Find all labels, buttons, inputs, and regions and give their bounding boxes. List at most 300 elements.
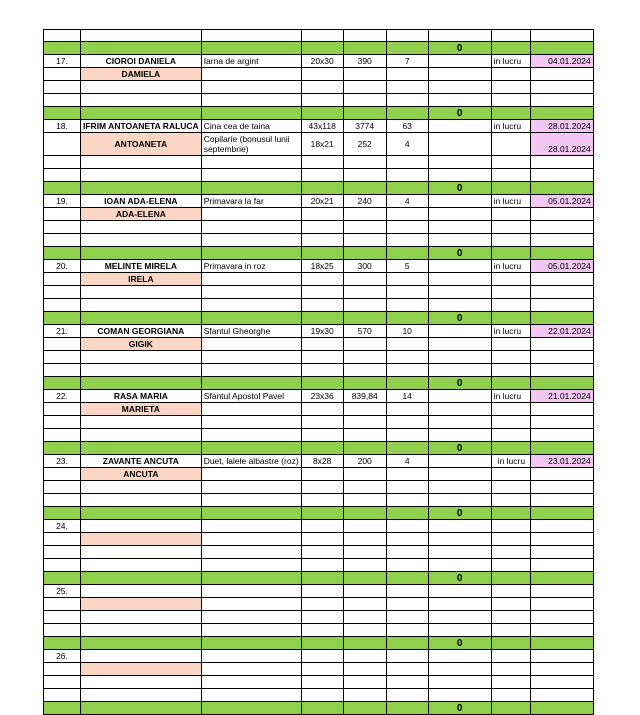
work-value[interactable]: 839,84	[343, 390, 386, 403]
entry-number[interactable]: 20.	[44, 260, 81, 273]
empty-cell[interactable]	[530, 364, 593, 377]
work-title[interactable]: Cina cea de taina	[201, 120, 301, 133]
separator-cell[interactable]	[81, 107, 202, 120]
empty-cell[interactable]	[386, 299, 428, 312]
empty-cell[interactable]	[301, 234, 343, 247]
empty-cell[interactable]	[301, 221, 343, 234]
separator-cell[interactable]	[81, 377, 202, 390]
separator-cell[interactable]	[386, 42, 428, 55]
separator-cell[interactable]	[44, 507, 81, 520]
empty-cell[interactable]	[301, 624, 343, 637]
empty-cell[interactable]	[81, 299, 202, 312]
work-status[interactable]	[491, 133, 530, 156]
blank-cell[interactable]	[428, 338, 491, 351]
empty-cell[interactable]	[301, 156, 343, 169]
empty-cell[interactable]	[491, 169, 530, 182]
work-count[interactable]: 4	[386, 133, 428, 156]
work-size[interactable]	[301, 650, 343, 663]
empty-cell[interactable]	[428, 416, 491, 429]
work-size[interactable]	[301, 68, 343, 81]
empty-cell[interactable]	[343, 299, 386, 312]
deadline-date[interactable]	[530, 520, 593, 533]
separator-cell[interactable]	[491, 637, 530, 650]
work-title[interactable]	[201, 650, 301, 663]
separator-total[interactable]: 0	[428, 637, 491, 650]
empty-cell[interactable]	[201, 676, 301, 689]
empty-cell[interactable]	[491, 30, 530, 42]
work-title[interactable]	[201, 533, 301, 546]
separator-cell[interactable]	[386, 702, 428, 715]
separator-cell[interactable]	[44, 247, 81, 260]
empty-cell[interactable]	[81, 156, 202, 169]
empty-cell[interactable]	[81, 611, 202, 624]
empty-cell[interactable]	[44, 416, 81, 429]
work-size[interactable]	[301, 468, 343, 481]
work-value[interactable]: 200	[343, 455, 386, 468]
empty-cell[interactable]	[530, 94, 593, 107]
blank-cell[interactable]	[428, 208, 491, 221]
separator-cell[interactable]	[201, 247, 301, 260]
separator-cell[interactable]	[44, 702, 81, 715]
work-size[interactable]	[301, 585, 343, 598]
empty-cell[interactable]	[343, 416, 386, 429]
work-count[interactable]	[386, 598, 428, 611]
blank-cell[interactable]	[428, 468, 491, 481]
work-title[interactable]	[201, 68, 301, 81]
empty-cell[interactable]	[44, 234, 81, 247]
empty-cell[interactable]	[386, 546, 428, 559]
empty-cell[interactable]	[530, 611, 593, 624]
empty-cell[interactable]	[201, 481, 301, 494]
separator-cell[interactable]	[491, 312, 530, 325]
participant-nickname[interactable]: GIGIK	[81, 338, 202, 351]
participant-name[interactable]	[81, 585, 202, 598]
empty-cell[interactable]	[301, 286, 343, 299]
empty-cell[interactable]	[428, 81, 491, 94]
empty-cell[interactable]	[343, 494, 386, 507]
work-size[interactable]: 8x28	[301, 455, 343, 468]
empty-cell[interactable]	[530, 429, 593, 442]
deadline-date[interactable]	[530, 663, 593, 676]
separator-cell[interactable]	[530, 572, 593, 585]
empty-cell[interactable]	[491, 81, 530, 94]
deadline-date[interactable]	[530, 273, 593, 286]
separator-cell[interactable]	[343, 572, 386, 585]
separator-cell[interactable]	[301, 312, 343, 325]
separator-cell[interactable]	[386, 442, 428, 455]
empty-cell[interactable]	[301, 546, 343, 559]
empty-cell[interactable]	[44, 156, 81, 169]
separator-cell[interactable]	[491, 182, 530, 195]
participant-name[interactable]	[81, 520, 202, 533]
separator-cell[interactable]	[81, 702, 202, 715]
empty-cell[interactable]	[201, 624, 301, 637]
separator-cell[interactable]	[301, 182, 343, 195]
empty-cell[interactable]	[44, 559, 81, 572]
empty-cell[interactable]	[301, 364, 343, 377]
empty-cell[interactable]	[44, 30, 81, 42]
participant-name[interactable]: COMAN GEORGIANA	[81, 325, 202, 338]
work-status[interactable]: in lucru	[491, 120, 530, 133]
work-title[interactable]	[201, 403, 301, 416]
empty-cell[interactable]	[201, 286, 301, 299]
separator-cell[interactable]	[343, 702, 386, 715]
work-size[interactable]	[301, 533, 343, 546]
empty-cell[interactable]	[201, 234, 301, 247]
work-title[interactable]	[201, 598, 301, 611]
empty-cell[interactable]	[491, 299, 530, 312]
work-value[interactable]	[343, 585, 386, 598]
empty-cell[interactable]	[44, 94, 81, 107]
separator-cell[interactable]	[44, 312, 81, 325]
separator-cell[interactable]	[81, 507, 202, 520]
participant-name[interactable]: IFRIM ANTOANETA RALUCA	[81, 120, 202, 133]
empty-cell[interactable]	[81, 416, 202, 429]
empty-cell[interactable]	[301, 559, 343, 572]
work-title[interactable]	[201, 208, 301, 221]
empty-cell[interactable]	[491, 234, 530, 247]
empty-cell[interactable]	[491, 94, 530, 107]
empty-cell[interactable]	[386, 234, 428, 247]
work-title[interactable]	[201, 468, 301, 481]
work-status[interactable]: in lucru	[491, 325, 530, 338]
empty-cell[interactable]	[428, 299, 491, 312]
empty-cell[interactable]	[44, 364, 81, 377]
separator-total[interactable]: 0	[428, 377, 491, 390]
work-count[interactable]	[386, 585, 428, 598]
separator-cell[interactable]	[81, 312, 202, 325]
blank-cell[interactable]	[428, 650, 491, 663]
work-value[interactable]	[343, 533, 386, 546]
work-status[interactable]: in lucru	[491, 260, 530, 273]
work-count[interactable]	[386, 650, 428, 663]
separator-cell[interactable]	[530, 637, 593, 650]
participant-nickname[interactable]: DAMIELA	[81, 68, 202, 81]
deadline-date[interactable]	[530, 403, 593, 416]
participant-nickname[interactable]: ANCUTA	[81, 468, 202, 481]
separator-cell[interactable]	[81, 442, 202, 455]
separator-total[interactable]: 0	[428, 182, 491, 195]
separator-cell[interactable]	[343, 42, 386, 55]
work-size[interactable]	[301, 663, 343, 676]
work-value[interactable]: 390	[343, 55, 386, 68]
empty-cell[interactable]	[44, 81, 81, 94]
work-count[interactable]	[386, 273, 428, 286]
work-title[interactable]	[201, 273, 301, 286]
empty-cell[interactable]	[81, 676, 202, 689]
work-value[interactable]: 252	[343, 133, 386, 156]
empty-cell[interactable]	[530, 559, 593, 572]
separator-cell[interactable]	[81, 182, 202, 195]
empty-cell[interactable]	[81, 351, 202, 364]
work-status[interactable]: in lucru	[491, 455, 530, 468]
work-title[interactable]: Duet, lalele albastre (roz)	[201, 455, 301, 468]
blank-cell[interactable]	[428, 120, 491, 133]
empty-cell[interactable]	[428, 611, 491, 624]
empty-cell[interactable]	[301, 676, 343, 689]
empty-cell[interactable]	[301, 429, 343, 442]
empty-cell[interactable]	[491, 494, 530, 507]
empty-cell[interactable]	[386, 169, 428, 182]
empty-cell[interactable]	[491, 429, 530, 442]
deadline-date[interactable]	[530, 68, 593, 81]
work-size[interactable]	[301, 598, 343, 611]
participant-nickname[interactable]: MARIETA	[81, 403, 202, 416]
participant-name[interactable]: CIOROI DANIELA	[81, 55, 202, 68]
work-size[interactable]: 43x118	[301, 120, 343, 133]
empty-cell[interactable]	[201, 364, 301, 377]
entry-number[interactable]: 24.	[44, 520, 81, 533]
separator-cell[interactable]	[530, 247, 593, 260]
work-value[interactable]: 3774	[343, 120, 386, 133]
separator-cell[interactable]	[530, 702, 593, 715]
separator-cell[interactable]	[201, 182, 301, 195]
empty-cell[interactable]	[301, 611, 343, 624]
empty-cell[interactable]	[201, 30, 301, 42]
deadline-date[interactable]: 04.01.2024	[530, 55, 593, 68]
separator-cell[interactable]	[44, 637, 81, 650]
entry-number[interactable]: 18.	[44, 120, 81, 133]
empty-cell[interactable]	[428, 221, 491, 234]
empty-cell[interactable]	[386, 624, 428, 637]
empty-cell[interactable]	[301, 689, 343, 702]
work-size[interactable]	[301, 338, 343, 351]
blank-cell[interactable]	[428, 663, 491, 676]
work-status[interactable]	[491, 468, 530, 481]
deadline-date[interactable]: 21.01.2024	[530, 390, 593, 403]
separator-cell[interactable]	[301, 247, 343, 260]
empty-cell[interactable]	[428, 234, 491, 247]
separator-cell[interactable]	[530, 312, 593, 325]
separator-cell[interactable]	[530, 507, 593, 520]
empty-cell[interactable]	[530, 351, 593, 364]
work-value[interactable]	[343, 273, 386, 286]
work-size[interactable]	[301, 273, 343, 286]
empty-cell[interactable]	[386, 351, 428, 364]
separator-cell[interactable]	[491, 507, 530, 520]
deadline-date[interactable]: 22.01.2024	[530, 325, 593, 338]
empty-cell[interactable]	[428, 364, 491, 377]
work-status[interactable]	[491, 520, 530, 533]
entry-number[interactable]: 21.	[44, 325, 81, 338]
entry-number[interactable]: 23.	[44, 455, 81, 468]
separator-cell[interactable]	[44, 572, 81, 585]
work-title[interactable]	[201, 585, 301, 598]
deadline-date[interactable]	[530, 533, 593, 546]
deadline-date[interactable]: 23.01.2024	[530, 455, 593, 468]
separator-cell[interactable]	[386, 377, 428, 390]
empty-cell[interactable]	[301, 30, 343, 42]
separator-cell[interactable]	[201, 377, 301, 390]
deadline-date[interactable]: 28.01.2024	[530, 133, 593, 156]
empty-cell[interactable]	[201, 156, 301, 169]
separator-cell[interactable]	[201, 442, 301, 455]
separator-cell[interactable]	[386, 572, 428, 585]
empty-cell[interactable]	[44, 624, 81, 637]
separator-cell[interactable]	[301, 702, 343, 715]
participant-nickname[interactable]	[81, 598, 202, 611]
empty-cell[interactable]	[343, 234, 386, 247]
separator-total[interactable]: 0	[428, 107, 491, 120]
work-value[interactable]: 300	[343, 260, 386, 273]
empty-cell[interactable]	[386, 81, 428, 94]
entry-number[interactable]: 22.	[44, 390, 81, 403]
deadline-date[interactable]: 05.01.2024	[530, 195, 593, 208]
work-count[interactable]	[386, 520, 428, 533]
work-status[interactable]	[491, 598, 530, 611]
empty-cell[interactable]	[491, 481, 530, 494]
separator-cell[interactable]	[491, 247, 530, 260]
empty-cell[interactable]	[343, 481, 386, 494]
empty-cell[interactable]	[530, 676, 593, 689]
empty-cell[interactable]	[301, 81, 343, 94]
empty-cell[interactable]	[530, 81, 593, 94]
separator-cell[interactable]	[343, 377, 386, 390]
empty-cell[interactable]	[386, 221, 428, 234]
separator-total[interactable]: 0	[428, 442, 491, 455]
separator-cell[interactable]	[491, 442, 530, 455]
empty-cell[interactable]	[201, 169, 301, 182]
work-title[interactable]: Sfantul Apostol Pavel	[201, 390, 301, 403]
empty-cell[interactable]	[343, 546, 386, 559]
empty-cell[interactable]	[343, 364, 386, 377]
blank-cell[interactable]	[44, 133, 81, 156]
separator-cell[interactable]	[343, 442, 386, 455]
work-status[interactable]	[491, 650, 530, 663]
separator-cell[interactable]	[201, 107, 301, 120]
empty-cell[interactable]	[386, 429, 428, 442]
empty-cell[interactable]	[428, 94, 491, 107]
work-count[interactable]: 7	[386, 55, 428, 68]
work-title[interactable]: Sfantul Gheorghe	[201, 325, 301, 338]
empty-cell[interactable]	[386, 559, 428, 572]
separator-cell[interactable]	[343, 247, 386, 260]
empty-cell[interactable]	[81, 546, 202, 559]
work-title[interactable]: Iarna de argint	[201, 55, 301, 68]
empty-cell[interactable]	[343, 559, 386, 572]
empty-cell[interactable]	[386, 689, 428, 702]
blank-cell[interactable]	[428, 55, 491, 68]
empty-cell[interactable]	[81, 364, 202, 377]
empty-cell[interactable]	[386, 611, 428, 624]
work-size[interactable]: 23x36	[301, 390, 343, 403]
empty-cell[interactable]	[201, 546, 301, 559]
work-status[interactable]: in lucru	[491, 195, 530, 208]
separator-cell[interactable]	[201, 702, 301, 715]
empty-cell[interactable]	[343, 624, 386, 637]
empty-cell[interactable]	[201, 611, 301, 624]
empty-cell[interactable]	[530, 624, 593, 637]
empty-cell[interactable]	[386, 156, 428, 169]
empty-cell[interactable]	[491, 559, 530, 572]
work-count[interactable]: 10	[386, 325, 428, 338]
empty-cell[interactable]	[530, 286, 593, 299]
empty-cell[interactable]	[301, 169, 343, 182]
separator-cell[interactable]	[386, 107, 428, 120]
separator-cell[interactable]	[44, 377, 81, 390]
work-value[interactable]	[343, 663, 386, 676]
work-status[interactable]	[491, 533, 530, 546]
work-size[interactable]: 18x21	[301, 133, 343, 156]
empty-cell[interactable]	[343, 689, 386, 702]
empty-cell[interactable]	[81, 221, 202, 234]
empty-cell[interactable]	[530, 689, 593, 702]
empty-cell[interactable]	[428, 351, 491, 364]
blank-cell[interactable]	[44, 208, 81, 221]
empty-cell[interactable]	[491, 351, 530, 364]
work-status[interactable]	[491, 338, 530, 351]
blank-cell[interactable]	[428, 585, 491, 598]
empty-cell[interactable]	[201, 689, 301, 702]
separator-cell[interactable]	[491, 377, 530, 390]
blank-cell[interactable]	[44, 68, 81, 81]
separator-total[interactable]: 0	[428, 572, 491, 585]
empty-cell[interactable]	[491, 156, 530, 169]
empty-cell[interactable]	[428, 169, 491, 182]
deadline-date[interactable]	[530, 598, 593, 611]
empty-cell[interactable]	[201, 81, 301, 94]
participant-nickname[interactable]	[81, 533, 202, 546]
work-status[interactable]	[491, 273, 530, 286]
empty-cell[interactable]	[81, 169, 202, 182]
work-title[interactable]	[201, 520, 301, 533]
empty-cell[interactable]	[81, 624, 202, 637]
empty-cell[interactable]	[428, 546, 491, 559]
participant-nickname[interactable]	[81, 663, 202, 676]
work-status[interactable]	[491, 403, 530, 416]
entry-number[interactable]: 25.	[44, 585, 81, 598]
separator-cell[interactable]	[386, 507, 428, 520]
empty-cell[interactable]	[343, 30, 386, 42]
work-title[interactable]	[201, 663, 301, 676]
empty-cell[interactable]	[81, 689, 202, 702]
empty-cell[interactable]	[81, 30, 202, 42]
separator-cell[interactable]	[201, 637, 301, 650]
work-value[interactable]	[343, 650, 386, 663]
empty-cell[interactable]	[428, 624, 491, 637]
blank-cell[interactable]	[44, 403, 81, 416]
separator-cell[interactable]	[44, 442, 81, 455]
separator-cell[interactable]	[301, 572, 343, 585]
separator-cell[interactable]	[301, 507, 343, 520]
work-status[interactable]	[491, 585, 530, 598]
blank-cell[interactable]	[44, 338, 81, 351]
separator-total[interactable]: 0	[428, 702, 491, 715]
empty-cell[interactable]	[301, 416, 343, 429]
deadline-date[interactable]: 28.01.2024	[530, 120, 593, 133]
empty-cell[interactable]	[386, 364, 428, 377]
empty-cell[interactable]	[491, 611, 530, 624]
separator-cell[interactable]	[491, 702, 530, 715]
blank-cell[interactable]	[428, 68, 491, 81]
work-value[interactable]: 240	[343, 195, 386, 208]
empty-cell[interactable]	[530, 494, 593, 507]
empty-cell[interactable]	[530, 169, 593, 182]
participant-nickname[interactable]: ANTOANETA	[81, 133, 202, 156]
empty-cell[interactable]	[343, 286, 386, 299]
separator-cell[interactable]	[81, 42, 202, 55]
work-size[interactable]: 20x21	[301, 195, 343, 208]
separator-cell[interactable]	[530, 182, 593, 195]
work-title[interactable]: Primavara la far	[201, 195, 301, 208]
separator-cell[interactable]	[201, 312, 301, 325]
empty-cell[interactable]	[301, 351, 343, 364]
empty-cell[interactable]	[301, 94, 343, 107]
work-count[interactable]	[386, 663, 428, 676]
work-count[interactable]: 5	[386, 260, 428, 273]
work-value[interactable]: 570	[343, 325, 386, 338]
empty-cell[interactable]	[44, 286, 81, 299]
